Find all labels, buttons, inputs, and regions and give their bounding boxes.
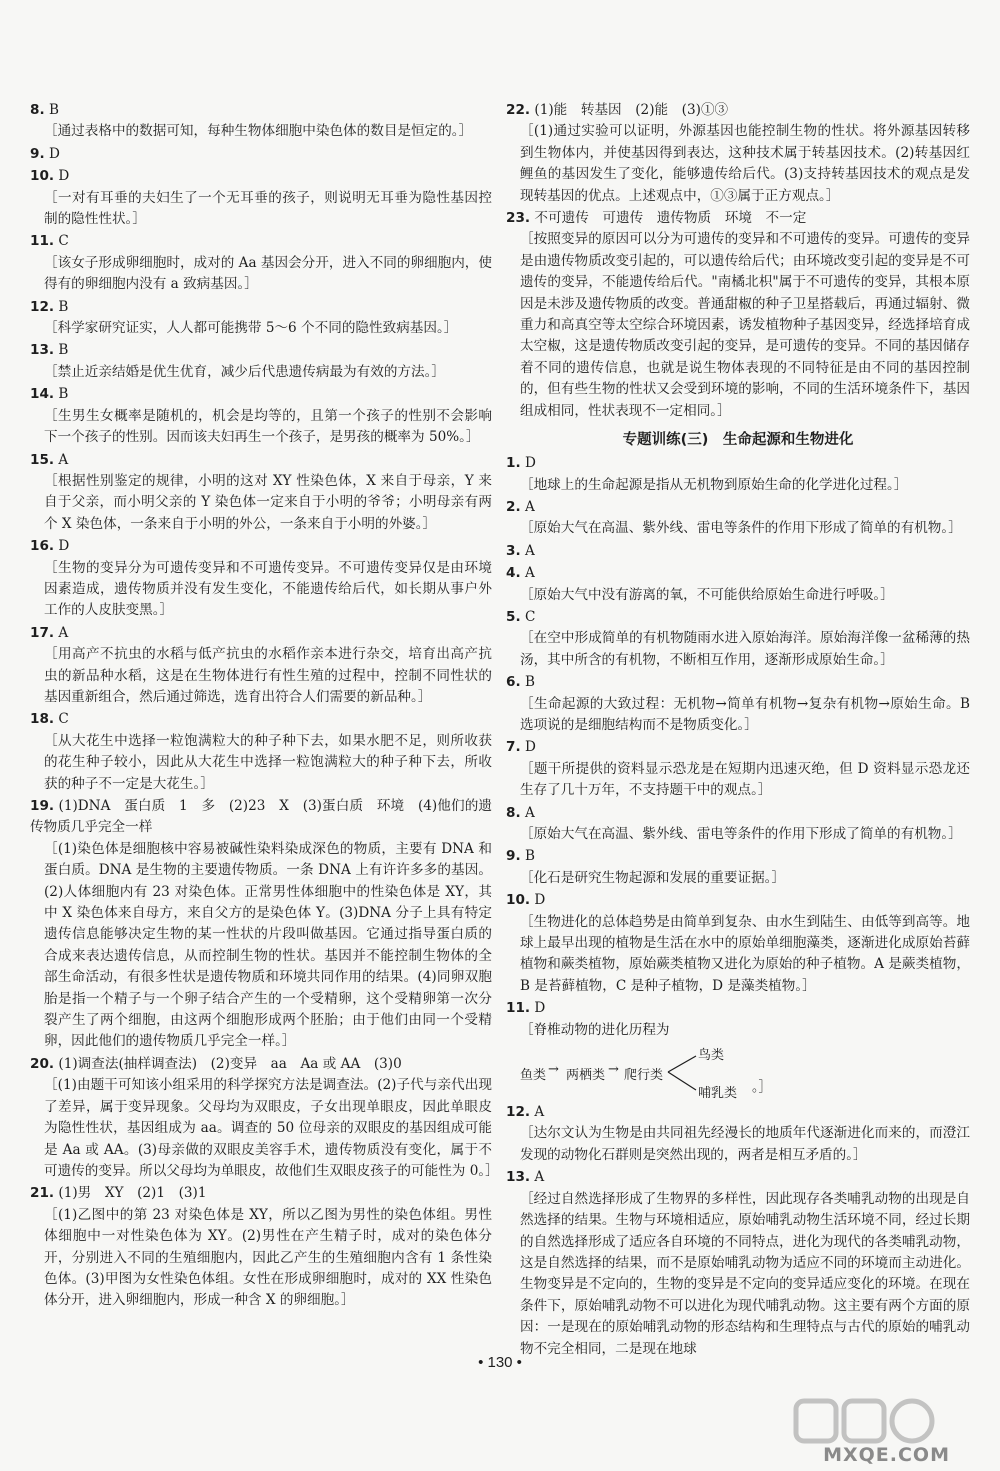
explanation-text: ［达尔文认为生物是由共同祖先经漫长的地质年代逐渐进化而来的，而澄江发现的动物化石群则是突然出现的，两者是相互矛盾的。］ <box>520 1125 970 1163</box>
question-number: 16. <box>30 538 55 555</box>
answer-text: B <box>48 102 59 118</box>
question-number: 9. <box>30 145 45 162</box>
right-column <box>506 100 970 1361</box>
question-number: 11. <box>506 1000 531 1017</box>
answer-item <box>506 1102 970 1166</box>
explanation-text: ［在空中形成简单的有机物随雨水进入原始海洋。原始海洋像一盆稀薄的热汤，其中所含的有机物，不断相互作用，逐渐形成原始生命。］ <box>520 630 970 668</box>
answer-item <box>30 144 492 165</box>
answer-item <box>30 536 492 622</box>
answer-text: C <box>524 608 536 625</box>
question-number: 12. <box>30 298 55 315</box>
answer-item <box>506 890 970 997</box>
question-number: 15. <box>30 451 55 468</box>
watermark-text: MXQE.COM <box>823 1444 950 1466</box>
explanation-text: ［脊椎动物的进化历程为 <box>520 1021 670 1038</box>
answer-item <box>506 607 970 671</box>
answer-item <box>30 450 492 536</box>
answer-item <box>506 453 970 496</box>
question-number: 12. <box>506 1104 531 1121</box>
question-number: 20. <box>30 1055 55 1072</box>
answer-item <box>30 1054 499 1182</box>
answer-item <box>506 846 970 889</box>
answer-text: (1)调查法(抽样调查法) (2)变异 aa Aa 或 AA (3)0 <box>58 1055 402 1072</box>
evo-arrow: → <box>548 1062 559 1078</box>
answer-item <box>30 340 492 383</box>
question-number: 3. <box>506 542 521 559</box>
question-number: 13. <box>30 342 55 359</box>
answer-item <box>30 796 492 1053</box>
evo-fish: 鱼类 <box>520 1068 547 1084</box>
question-number: 10. <box>506 892 531 909</box>
answer-text: A <box>534 1169 545 1186</box>
evo-reptile: 爬行类 <box>624 1068 664 1084</box>
answer-item <box>506 672 970 736</box>
answer-text: B <box>524 848 535 865</box>
answer-text: (1)能 转基因 (2)能 (3)①③ <box>534 102 729 118</box>
question-number: 6. <box>506 674 521 691</box>
answer-text: D <box>524 455 536 472</box>
answer-item <box>30 1183 492 1311</box>
answer-text: B <box>58 342 69 359</box>
section-title: 专题训练(三) 生命起源和生物进化 <box>622 432 854 449</box>
question-number: 8. <box>30 102 45 118</box>
page-number: • 130 • <box>478 1354 522 1371</box>
question-number: 13. <box>506 1169 531 1186</box>
explanation-text: ［科学家研究证实，人人都可能携带 5～6 个不同的隐性致病基因。］ <box>44 320 458 337</box>
answer-item <box>30 166 492 230</box>
answer-item <box>30 623 492 709</box>
question-number: 11. <box>30 233 55 250</box>
question-number: 23. <box>506 210 531 227</box>
explanation-text: ［禁止近亲结婚是优生优育，减少后代患遗传病最为有效的方法。］ <box>44 363 446 380</box>
evolution-diagram <box>520 1042 970 1102</box>
answer-text: A <box>58 624 69 641</box>
answer-text: C <box>58 233 69 250</box>
question-number: 19. <box>30 798 55 814</box>
answer-item <box>506 998 970 1041</box>
question-number: 8. <box>506 804 521 821</box>
explanation-text: ［从大花生中选择一粒饱满粒大的种子种下去，如果水肥不足，则所收获的花生种子较小，因此从大花生中选择一粒饱满粒大的种子种下去，所收获的种子不一定是大花生。］ <box>44 732 492 792</box>
answer-text: C <box>58 711 69 728</box>
answer-text: D <box>58 168 70 185</box>
answer-item <box>506 208 970 422</box>
answer-text: (1)男 XY (2)1 (3)1 <box>58 1185 207 1202</box>
explanation-text: ［根据性别鉴定的规律，小明的这对 XY 性染色体，X 来自于母亲，Y 来自于父亲，而小明父亲的 Y 染色体一定来自于小明的爷爷；小明母亲有两个 X 染色体，一条来自于小明的外公，一条来自于小明的外婆。］ <box>44 472 492 532</box>
explanation-text: ［生命起源的大致过程：无机物→简单有机物→复杂有机物→原始生命。B 选项说的是细胞结构而不是物质变化。］ <box>520 695 970 733</box>
answer-text: A <box>524 804 535 821</box>
question-number: 18. <box>30 711 55 728</box>
answer-text: A <box>524 565 535 582</box>
explanation-text: ［(1)通过实验可以证明，外源基因也能控制生物的性状。将外源基因转移到生物体内，并使基因得到表达，这种技术属于转基因技术。(2)转基因红鲤鱼的基因发生了变化，能够遗传给后代。(3)支持转基因技术的观点是发现转基因的优点。上述观点中，①③属于正方观点。］ <box>520 123 970 204</box>
explanation-text: ［按照变异的原因可以分为可遗传的变异和不可遗传的变异。可遗传的变异是由遗传物质改变引起的，可以遗传给后代；由环境改变引起的变异是不可遗传的变异，不能遗传给后代。"南橘北枳"属于不可遗传的变异，其根本原因是未涉及遗传物质的改变。普通甜椒的种子卫星搭载后，再通过辐射、微重力和高真空等太空综合环境因素，诱发植物种子基因变异，经选择培育成太空椒，这是遗传物质改变引起的变异，是可遗传的变异。不同的基因储存着不同的遗传信息，也就是说生物体表现的不同特征是由不同的基因控制的，但有些生物的性状又会受到环境的影响，不同的生活环境条件下，基因组成相同，性状表现不一定相同。］ <box>520 231 970 419</box>
explanation-text: ［通过表格中的数据可知，每种生物体细胞中染色体的数目是恒定的。］ <box>44 123 473 140</box>
answer-item <box>506 1167 970 1360</box>
answer-text: A <box>534 1104 545 1121</box>
explanation-text: ［(1)由题干可知该小组采用的科学探究方法是调查法。(2)子代与亲代出现了差异，属于变异现象。父母均为双眼皮，子女出现单眼皮，因此单眼皮为隐性性状，基因组成为 aa。调查的 50 位母亲的双眼皮的基因组成可能是 Aa 或 AA。(3)母亲做的双眼皮美容手术，遗传物质没有变化，属于不可遗传的变异。所以父母均为单眼皮，故他们生双眼皮孩子的可能性为 0。］ <box>44 1077 499 1179</box>
evo-bird: 鸟类 <box>698 1048 725 1064</box>
explanation-text: ［化石是研究生物起源和发展的重要证据。］ <box>520 869 786 886</box>
answer-text: A <box>58 451 69 468</box>
answer-item <box>506 497 970 540</box>
answer-item <box>506 100 970 207</box>
answer-text: B <box>524 674 535 691</box>
explanation-text: ［(1)乙图中的第 23 对染色体是 XY，所以乙图为男性的染色体组。男性体细胞中一对性染色体为 XY。(2)男性在产生精子时，成对的染色体分开，分别进入不同的生殖细胞内，因此乙产生的生殖细胞内含有 1 条性染色体。(3)甲图为女性染色体组。女性在形成卵细胞时，成对的 XX 性染色体分开，进入卵细胞内，形成一种含 X 的卵细胞。］ <box>44 1206 492 1309</box>
answer-text: B <box>58 386 69 403</box>
evo-mammal: 哺乳类 <box>698 1086 738 1102</box>
answer-text: D <box>534 892 546 909</box>
answer-text: D <box>58 538 70 555</box>
explanation-text: ［用高产不抗虫的水稻与低产抗虫的水稻作亲本进行杂交，培育出高产抗虫的新品种水稻，这是在生物体进行有性生殖的过程中，控制不同性状的基因重新组合，然后通过筛选，选育出符合人们需要的新品种。］ <box>44 646 492 705</box>
answer-text: (1)DNA 蛋白质 1 多 (2)23 X (3)蛋白质 环境 (4)他们的遗传物质几乎完全一样 <box>30 798 492 836</box>
evo-amphibian: 两栖类 <box>566 1068 606 1084</box>
explanation-text: ［题干所提供的资料显示恐龙是在短期内迅速灭绝，但 D 资料显示恐龙还生存了几十万年，不支持题干中的观点。］ <box>520 760 970 799</box>
answer-text: B <box>58 298 69 315</box>
explanation-text: ［一对有耳垂的夫妇生了一个无耳垂的孩子，则说明无耳垂为隐性基因控制的隐性性状。］ <box>44 189 492 228</box>
question-number: 14. <box>30 386 55 403</box>
branch-arrows <box>666 1048 706 1098</box>
explanation-text: ［(1)染色体是细胞核中容易被碱性染料染成深色的物质，主要有 DNA 和蛋白质。DNA 是生物的主要遗传物质。一条 DNA 上有许许多多的基因。(2)人体细胞内有 23 对染色体。正常男性体细胞中的性染色体是 XY，其中 X 染色体来自母方，来自父方的是染色体 Y。(3)DNA 分子上具有特定遗传信息能够决定生物的某一性状的片段叫做基因。它通过指导蛋白质的合成来表达遗传信息，从而控制生物的性状。基因并不能控制生物体的全部生命活动，有很多性状是遗传物质和环境共同作用的结果。(4)同卵双胞胎是指一个精子与一个卵子结合产生的一个受精卵，这个受精卵第一次分裂产生了两个细胞，由这两个细胞形成两个胚胎；由于他们由同一个受精卵，因此他们的遗传物质几乎完全一样。］ <box>44 840 492 1050</box>
left-column <box>30 100 499 1313</box>
answer-text: D <box>534 1000 546 1017</box>
answer-item <box>30 100 492 143</box>
answer-item <box>30 384 492 448</box>
evo-arrow: → <box>608 1062 619 1078</box>
question-number: 17. <box>30 624 55 641</box>
answer-text: D <box>524 739 536 756</box>
question-number: 22. <box>506 102 531 118</box>
answer-text: D <box>48 145 60 162</box>
explanation-text: ［原始大气中没有游离的氧，不可能供给原始生命进行呼吸。］ <box>520 586 894 603</box>
explanation-text: ［原始大气在高温、紫外线、雷电等条件的作用下形成了简单的有机物。］ <box>520 520 962 537</box>
answer-item <box>30 231 492 295</box>
answer-text: A <box>524 498 535 515</box>
explanation-text: ［地球上的生命起源是指从无机物到原始生命的化学进化过程。］ <box>520 476 908 493</box>
question-number: 1. <box>506 455 521 472</box>
explanation-text: ［该女子形成卵细胞时，成对的 Aa 基因会分开，进入不同的卵细胞内，使得有的卵细胞内没有 a 致病基因。］ <box>44 254 492 293</box>
answer-text: 不可遗传 可遗传 遗传物质 环境 不一定 <box>534 210 807 227</box>
explanation-text: ［生男生女概率是随机的，机会是均等的，且第一个孩子的性别不会影响下一个孩子的性别。因而该夫妇再生一个孩子，是男孩的概率为 50%。］ <box>44 407 492 446</box>
explanation-text: ［原始大气在高温、紫外线、雷电等条件的作用下形成了简单的有机物。］ <box>520 826 962 842</box>
explanation-text: ［经过自然选择形成了生物界的多样性，因此现存各类哺乳动物的出现是自然选择的结果。生物与环境相适应，原始哺乳动物生活环境不同，经过长期的自然选择形成了适应各自环境的不同特点，进化为现代的各类哺乳动物，这是自然选择的结果，而不是原始哺乳动物为适应不同的环境而主动进化。生物变异是不定向的，生物的变异是不定向的变异适应变化的环境。在现在条件下，原始哺乳动物不可以进化为现代哺乳动物。这主要有两个方面的原因：一是现在的原始哺乳动物的形态结构和生理特点与古代的原始的哺乳动物不完全相同，二是现在地球 <box>520 1190 970 1357</box>
answer-item <box>30 297 492 340</box>
question-number: 5. <box>506 608 521 625</box>
explanation-text: ［生物的变异分为可遗传变异和不可遗传变异。不可遗传变异仅是由环境因素造成，遗传物质并没有发生变化，不能遗传给后代，如长期从事户外工作的人皮肤变黑。］ <box>44 559 492 619</box>
question-number: 9. <box>506 848 521 865</box>
answer-text: A <box>524 542 535 559</box>
question-number: 4. <box>506 565 521 582</box>
evo-close: 。］ <box>752 1080 772 1096</box>
question-number: 10. <box>30 168 55 185</box>
explanation-text: ［生物进化的总体趋势是由简单到复杂、由水生到陆生、由低等到高等。地球上最早出现的植物是生活在水中的原始单细胞藻类，逐渐进化成原始苔藓植物和蕨类植物，原始蕨类植物又进化为原始的种子植物。A 是蕨类植物，B 是苔藓植物，C 是种子植物，D 是藻类植物。］ <box>520 913 970 994</box>
answer-item <box>506 737 970 801</box>
answer-item <box>506 563 970 606</box>
answer-item <box>506 803 970 846</box>
question-number: 7. <box>506 739 521 756</box>
question-number: 21. <box>30 1185 55 1202</box>
answer-item <box>506 541 970 562</box>
answer-item <box>30 709 492 795</box>
question-number: 2. <box>506 498 521 515</box>
